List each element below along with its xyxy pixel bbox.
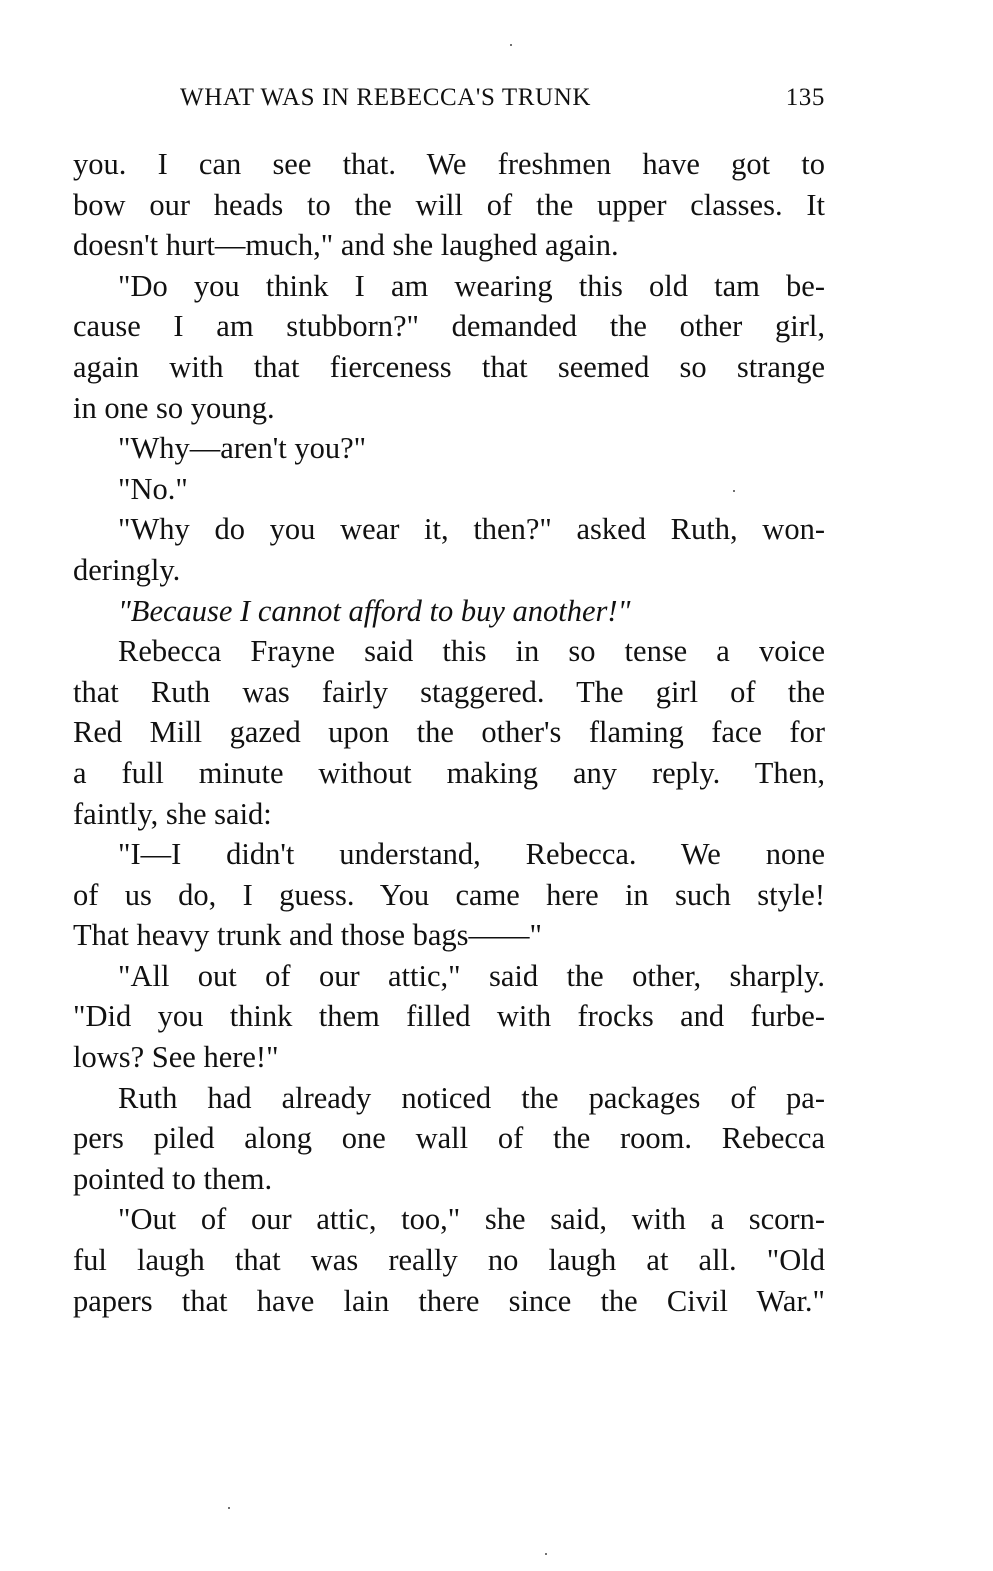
running-title: WHAT WAS IN REBECCA'S TRUNK — [180, 84, 592, 111]
text-line: in one so young. — [73, 390, 275, 425]
text-line: Red Mill gazed upon the other's flaming face for — [73, 715, 825, 750]
text-line: doesn't hurt—much," and she laughed again. — [73, 228, 619, 263]
text-line: pers piled along one wall of the room. Rebecca — [73, 1121, 825, 1156]
page-number: 135 — [785, 84, 825, 111]
scan-speck — [510, 44, 512, 46]
text-line: "Do you think I am wearing this old tam be- — [118, 268, 825, 303]
text-line: Rebecca Frayne said this in so tense a voice — [118, 634, 825, 669]
scan-speck — [733, 490, 735, 492]
text-line: faintly, she said: — [73, 796, 272, 831]
text-line: bow our heads to the will of the upper classes. It — [73, 187, 825, 222]
text-line: you. I can see that. We freshmen have got to — [73, 147, 825, 181]
running-header — [180, 84, 825, 124]
text-line: "All out of our attic," said the other, sharply. — [118, 958, 825, 993]
text-line: ful laugh that was really no laugh at all. "Old — [73, 1243, 825, 1278]
text-line: "I—I didn't understand, Rebecca. We none — [118, 837, 825, 872]
text-line: That heavy trunk and those bags——" — [73, 918, 542, 953]
text-line: lows? See here!" — [73, 1040, 279, 1075]
scan-speck — [228, 1507, 230, 1509]
text-line: "Because I cannot afford to buy another!" — [118, 593, 631, 628]
text-line: again with that fierceness that seemed so strange — [73, 349, 825, 384]
text-line: that Ruth was fairly staggered. The girl of the — [73, 674, 825, 709]
text-line: "No." — [118, 471, 188, 506]
scan-speck — [545, 1553, 547, 1555]
body-text — [73, 144, 825, 1321]
text-line: deringly. — [73, 552, 181, 587]
text-line: pointed to them. — [73, 1161, 273, 1196]
text-line: "Did you think them filled with frocks and furbe- — [73, 999, 825, 1034]
text-line: of us do, I guess. You came here in such style! — [73, 877, 825, 912]
text-line: Ruth had already noticed the packages of pa- — [118, 1080, 825, 1115]
text-line: "Out of our attic, too," she said, with a scorn- — [118, 1202, 825, 1237]
text-line: a full minute without making any reply. Then, — [73, 755, 825, 790]
text-line: papers that have lain there since the Civil War." — [73, 1283, 825, 1318]
text-line: "Why—aren't you?" — [118, 431, 367, 466]
text-line: cause I am stubborn?" demanded the other girl, — [73, 309, 825, 344]
text-line: "Why do you wear it, then?" asked Ruth, won- — [118, 512, 825, 547]
